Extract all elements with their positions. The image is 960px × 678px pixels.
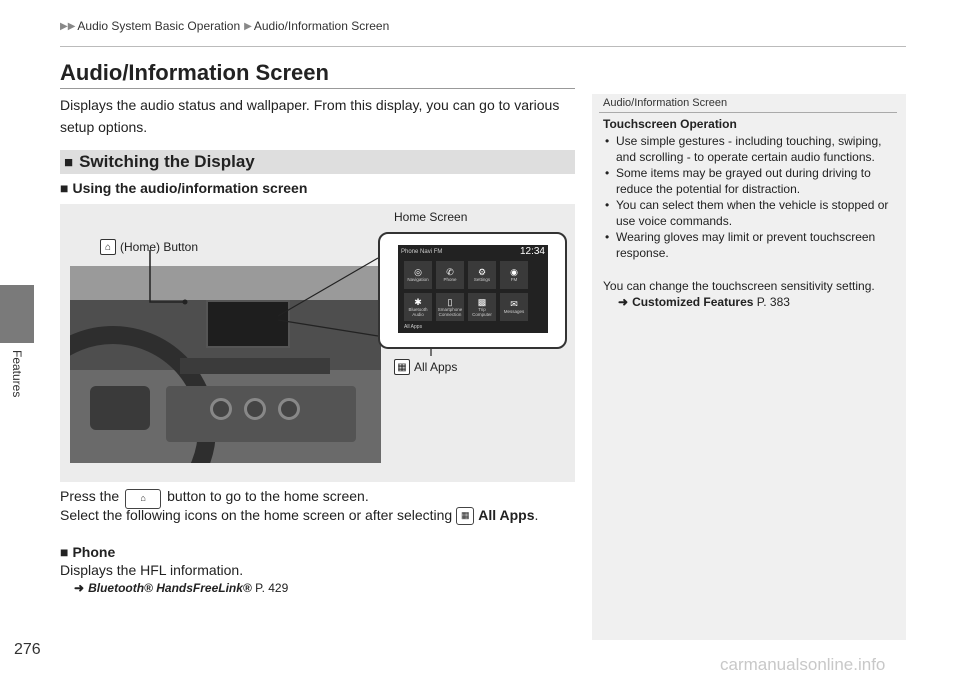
phone-ref-title[interactable]: Bluetooth® HandsFreeLink®	[88, 581, 252, 595]
section-title: Switching the Display	[79, 152, 255, 171]
screen-all-apps: All Apps	[404, 324, 423, 330]
app-tile	[500, 261, 528, 289]
square-bullet-icon: ■	[60, 180, 69, 196]
phone-heading-text: Phone	[72, 544, 116, 560]
app-label: FM	[510, 277, 518, 282]
app-tile	[468, 261, 496, 289]
app-label: Trip Computer	[472, 306, 492, 317]
all-apps-callout	[394, 359, 457, 375]
section-tab	[0, 285, 34, 343]
square-bullet-icon: ■	[64, 153, 74, 171]
dashboard-figure	[60, 204, 575, 482]
subsection-title	[60, 180, 307, 196]
phone-shortcut: Phone	[401, 248, 419, 255]
app-label: Smartphone Connection	[437, 306, 463, 317]
fm-shortcut: FM	[433, 248, 443, 255]
select-bold: All Apps	[478, 507, 535, 523]
app-tile	[468, 293, 496, 321]
phone-cross-reference[interactable]	[74, 581, 288, 595]
app-tile	[404, 293, 432, 321]
side-note-bullet: • Some items may be grayed out during driving to reduce the potential for distraction.	[603, 165, 893, 197]
app-label: Settings	[473, 277, 491, 282]
app-grid	[398, 258, 548, 324]
page-number: 276	[14, 641, 41, 658]
home-screen-zoom	[378, 232, 567, 349]
select-post: .	[534, 507, 539, 523]
screen-clock: 12:34	[519, 246, 545, 257]
press-post: button to go to the home screen.	[167, 488, 369, 504]
messages-icon: ✉	[510, 299, 518, 309]
app-tile	[404, 261, 432, 289]
watermark: carmanualsonline.info	[720, 655, 886, 674]
breadcrumb-item[interactable]: Audio System Basic Operation	[77, 19, 241, 33]
side-note-bullet: • Wearing gloves may limit or prevent touchscreen response.	[603, 229, 893, 261]
navigation-icon: ◎	[414, 267, 422, 277]
select-instruction	[60, 506, 538, 525]
home-icon: ⌂	[125, 489, 161, 509]
radio-icon: ◉	[510, 267, 518, 277]
side-note-ref-title[interactable]: Customized Features	[632, 295, 754, 309]
app-tile	[436, 293, 464, 321]
app-label: Phone	[443, 277, 457, 282]
page-title: Audio/Information Screen	[60, 60, 329, 85]
side-note-divider	[599, 112, 897, 113]
home-button-callout	[100, 239, 198, 255]
breadcrumb	[60, 19, 389, 33]
side-note-ref-page[interactable]: P. 383	[756, 295, 790, 309]
phone-heading	[60, 544, 115, 560]
smartphone-icon: ▯	[447, 296, 453, 307]
side-note-bullet: • You can select them when the vehicle is stopped or use voice commands.	[603, 197, 893, 229]
bluetooth-icon: ✱	[414, 296, 422, 307]
breadcrumb-arrow-icon: ▶▶	[60, 20, 76, 32]
fuel-icon: ▩	[477, 296, 487, 307]
breadcrumb-item[interactable]: Audio/Information Screen	[253, 19, 390, 33]
gear-icon: ⚙	[477, 267, 487, 277]
side-note-bullet: • Use simple gestures - including touching, swiping, and scrolling - to operate certain audio functions.	[603, 133, 893, 165]
phone-icon: ✆	[446, 267, 454, 277]
press-pre: Press the	[60, 488, 120, 504]
phone-description: Displays the HFL information.	[60, 562, 244, 578]
app-tile	[436, 261, 464, 289]
all-apps-icon: ▦	[456, 507, 474, 525]
app-label: Messages	[503, 309, 525, 314]
header-divider	[60, 46, 906, 47]
app-label: Bluetooth Audio	[408, 306, 428, 317]
side-note-heading: Audio/Information Screen	[603, 97, 728, 109]
app-label: Navigation	[407, 277, 429, 282]
intro-text: Displays the audio status and wallpaper. From this display, you can go to various setup options.	[60, 97, 560, 135]
breadcrumb-arrow-icon: ▶	[244, 20, 252, 32]
app-tile	[500, 293, 528, 321]
all-apps-icon: ▦	[394, 359, 410, 375]
home-button-label: (Home) Button	[120, 240, 199, 254]
all-apps-label: All Apps	[414, 360, 458, 374]
home-screen-label: Home Screen	[394, 210, 468, 224]
side-note-cross-reference[interactable]	[618, 295, 790, 309]
phone-ref-page[interactable]: P. 429	[255, 581, 289, 595]
section-tab-label: Features	[10, 350, 24, 398]
screen-top-bar	[398, 245, 548, 258]
side-note-list	[603, 133, 893, 261]
section-header	[60, 150, 575, 174]
side-note-paragraph: You can change the touchscreen sensitivity setting.	[603, 279, 875, 293]
side-note	[592, 94, 906, 640]
side-note-subheading: Touchscreen Operation	[603, 117, 737, 131]
home-screen-display	[398, 245, 548, 333]
subsection-title-text: Using the audio/information screen	[72, 180, 308, 196]
navi-shortcut: Navi	[420, 248, 433, 255]
reference-arrow-icon: ➜	[74, 581, 85, 595]
reference-arrow-icon: ➜	[618, 295, 629, 309]
square-bullet-icon: ■	[60, 544, 69, 560]
home-icon: ⌂	[100, 239, 116, 255]
select-pre: Select the following icons on the home screen or after selecting	[60, 507, 453, 523]
title-divider	[60, 88, 575, 89]
